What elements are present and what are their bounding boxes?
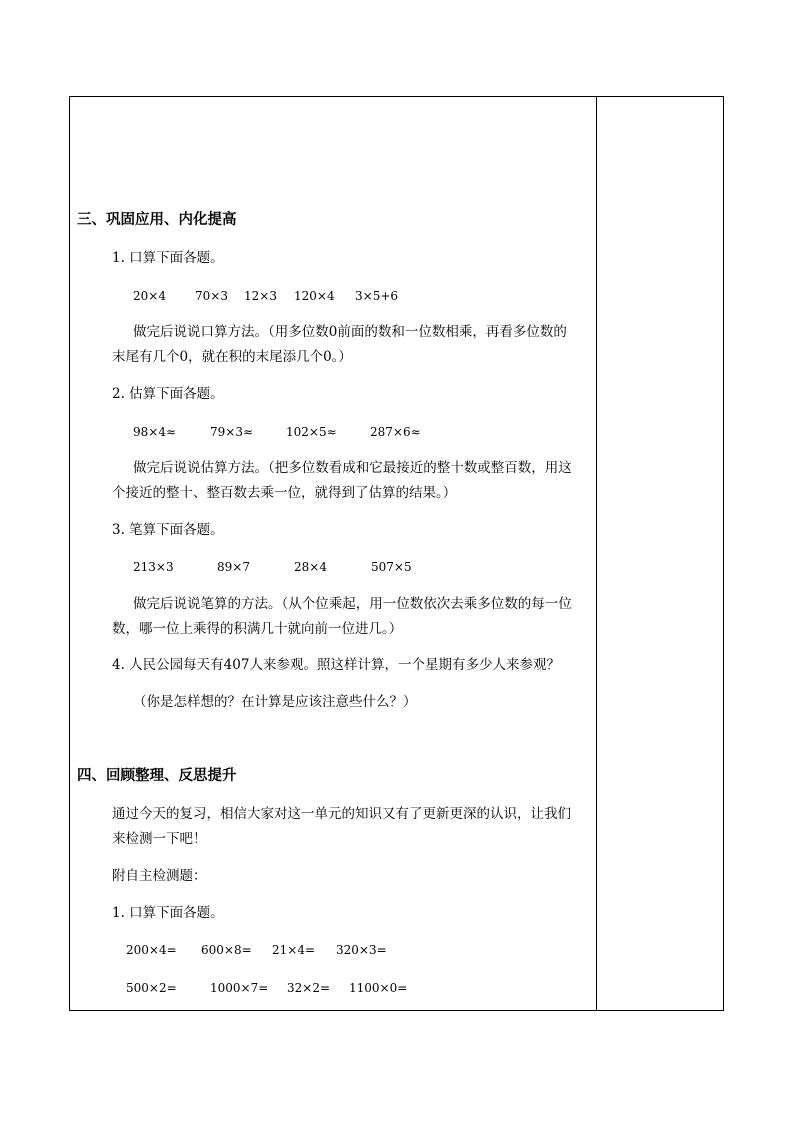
self-test-expr: 21×4= [272,943,316,957]
q2-expr: 287×6≈ [370,425,421,439]
self-test-expr: 500×2= [126,981,177,995]
self-test-expr: 32×2= [287,981,331,995]
q2-title: 2. 估算下面各题。 [112,386,224,402]
q2-expr: 98×4≈ [133,425,177,439]
q3-expr: 28×4 [294,560,327,574]
q3-expressions [133,559,412,575]
q3-note-cont: 数，哪一位上乘得的积满几十就向前一位进几。） [112,621,403,637]
q3-title: 3. 笔算下面各题。 [112,522,224,538]
q2-expr: 79×3≈ [210,425,254,439]
column-divider [596,96,597,1011]
q1-title: 1. 口算下面各题。 [112,250,224,266]
section4-heading: 四、回顾整理、反思提升 [77,767,237,784]
self-test-expr: 320×3= [336,943,387,957]
self-test-expr: 1100×0= [349,981,408,995]
self-test-label: 附自主检测题： [112,868,207,884]
q1-note-cont: 末尾有几个0，就在积的末尾添几个0。） [112,349,352,365]
self-test-expr: 1000×7= [210,981,269,995]
q1-note: 做完后说说口算方法。（用多位数0前面的数和一位数相乘，再看多位数的 [133,324,567,340]
q2-expressions [133,424,421,440]
self-test-row-2 [126,980,407,996]
q3-note: 做完后说说笔算的方法。（从个位乘起，用一位数依次去乘多位数的每一位 [133,596,572,612]
q3-expr: 89×7 [217,560,250,574]
q3-expr: 213×3 [133,560,174,574]
q1-expr: 3×5+6 [355,289,399,303]
self-test-row-1 [126,942,387,958]
self-test-q1-title: 1. 口算下面各题。 [112,905,224,921]
section3-heading: 三、巩固应用、内化提高 [77,211,237,228]
q2-expr: 102×5≈ [286,425,337,439]
q1-expr: 12×3 [244,289,277,303]
q2-note: 做完后说说估算方法。（把多位数看成和它最接近的整十数或整百数，用这 [133,460,572,476]
self-test-expr: 200×4= [126,943,177,957]
q1-expressions [133,288,398,304]
self-test-expr: 600×8= [201,943,252,957]
section4-intro: 通过今天的复习，相信大家对这一单元的知识又有了更新更深的认识，让我们 [112,806,571,822]
q2-note-cont: 个接近的整十、整百数去乘一位，就得到了估算的结果。） [112,485,457,501]
q1-expr: 120×4 [294,289,335,303]
q4-title: 4. 人民公园每天有407人来参观。照这样计算，一个星期有多少人来参观？ [112,657,560,673]
q1-expr: 70×3 [195,289,228,303]
q3-expr: 507×5 [371,560,412,574]
section4-intro-cont: 来检测一下吧！ [112,831,207,847]
q4-hint: （你是怎样想的？在计算是应该注意些什么？） [133,694,417,710]
q1-expr: 20×4 [133,289,166,303]
